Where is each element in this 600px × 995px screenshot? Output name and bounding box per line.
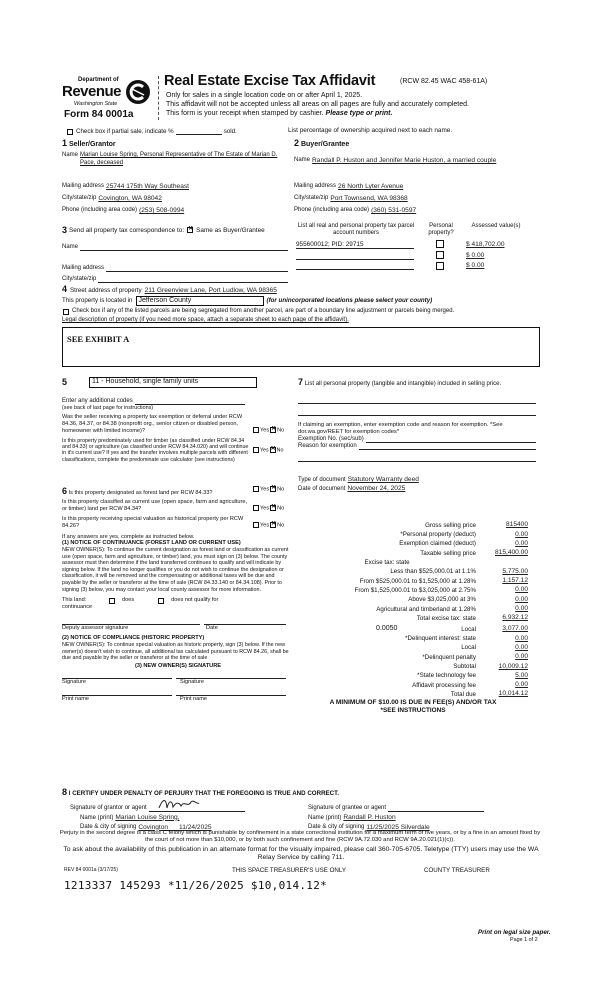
calc-row: Above $3,025,000 at 3% 0.00 xyxy=(408,595,528,604)
parcel-col-assessed: Assessed value(s) xyxy=(471,223,521,229)
county-treasurer-label: COUNTY TREASURER xyxy=(424,867,490,874)
timber-yes-checkbox[interactable] xyxy=(253,447,259,453)
legal-description-field[interactable]: SEE EXHIBIT A xyxy=(62,327,540,367)
buyer-mailing-field[interactable]: 26 North Lyter Avenue xyxy=(338,183,404,191)
grantor-signature-field[interactable] xyxy=(149,802,245,812)
gross-price-field[interactable]: 815400 xyxy=(505,521,528,529)
parcel-number-field[interactable] xyxy=(296,262,414,270)
calc-row: Less than $525,000.01 at 1.1% 5,775.00 xyxy=(390,567,528,576)
forest-yes-checkbox[interactable] xyxy=(253,486,259,492)
calc-row: From $1,525,000.01 to $3,025,000 at 2.75% 0.00 xyxy=(354,586,528,594)
current-use-no-checkbox[interactable] xyxy=(270,505,276,511)
section6-num: 6 xyxy=(62,486,68,496)
grantor-date-field[interactable]: Covington 11/24/2025 xyxy=(138,823,212,831)
section1: 1 Seller/Grantor Name Marian Louise Spring, Personal Representative of The Estate of Marian D. Pace, deceased Mailing address 25744 175th Way Southeast City/state/zip Covington, WA 98042 Phone (including area code) (253) 508-0994 xyxy=(62,138,284,215)
local-rate: 0.0050 xyxy=(376,624,398,632)
exemption-yes-checkbox[interactable] xyxy=(253,427,259,433)
calc-row: *Delinquent interest: state 0.00 xyxy=(405,634,528,643)
historic-yes-checkbox[interactable] xyxy=(253,522,259,528)
dor-emblem-icon xyxy=(124,79,152,105)
dept-line3: Washington State xyxy=(74,101,118,107)
calc-row: Affidavit processing fee 0.00 xyxy=(412,681,528,689)
seller-name-field[interactable]: Marian Louise Spring, Personal Representative of The Estate of Marian D. Pace, deceased xyxy=(80,152,278,166)
parcel-number-field[interactable] xyxy=(296,252,414,260)
calc-row: Excise tax: state xyxy=(364,559,410,567)
calc-row: *State technology fee 5.00 xyxy=(417,671,528,680)
calc-row: Total due 10,014.12 xyxy=(450,690,528,698)
header-divider xyxy=(158,76,159,120)
buyer-name-field[interactable]: Randall P. Huston and Jennifer Marie Huston, a married couple xyxy=(312,157,497,165)
header-note1: Only for sales in a single location code on or after April 1, 2025. xyxy=(166,92,363,99)
additional-codes-field[interactable] xyxy=(135,398,245,405)
calc-row: Taxable selling price 815,400.00 xyxy=(420,549,528,557)
section3: 3 Send all property tax correspondence to: ✕ Same as Buyer/Grantee Name Mailing address City/state/zip xyxy=(62,225,288,283)
grantee-signature-field[interactable] xyxy=(388,802,484,812)
personal-deduct-field[interactable]: 0.00 xyxy=(515,530,528,538)
calc-row: 0.0050 Local 3,077.00 xyxy=(376,624,528,633)
signature-scribble xyxy=(157,796,201,812)
exemption-deduct-field[interactable]: 0.00 xyxy=(515,539,528,547)
land-does-checkbox[interactable] xyxy=(109,598,115,604)
property-street-field[interactable]: 211 Greenview Lane, Port Ludlow, WA 98365 xyxy=(144,286,277,294)
buyer-city-field[interactable]: Port Townsend, WA 98368 xyxy=(330,195,408,203)
minimum-due-note: A MINIMUM OF $10.00 IS DUE IN FEE(S) AND/OR TAX xyxy=(329,699,497,707)
form-title-ref: (RCW 82.45 WAC 458-61A) xyxy=(400,78,488,85)
page-number: Page 1 of 2 xyxy=(510,937,538,943)
personal-property-checkbox[interactable] xyxy=(436,240,444,248)
see-instructions: *SEE INSTRUCTIONS xyxy=(380,707,446,715)
header-note2: This affidavit will not be accepted unless all areas on all pages are fully and accurately completed. xyxy=(166,101,469,108)
segregated-parcel-checkbox[interactable] xyxy=(63,309,69,315)
seller-mailing-field[interactable]: 25744 175th Way Southeast xyxy=(106,183,190,191)
calc-row: Agricultural and timberland at 1.28% 0.00 xyxy=(376,605,528,613)
dept-line1: Department of xyxy=(78,77,119,83)
forest-no-checkbox[interactable] xyxy=(270,486,276,492)
q-exemption: Was the seller receiving a property tax exemption or deferral under RCW 84.36, 84.37, or 84.38 (nonprofit org., senior citizen or disabled person, homeowner with limited income)? xyxy=(62,414,243,434)
parcel-col-personal: Personal property? xyxy=(428,223,454,237)
form-number: Form 84 0001a xyxy=(64,109,134,120)
parcel-row xyxy=(296,262,536,271)
assessed-value-field[interactable]: $ 0.00 xyxy=(466,262,485,270)
calc-row: Exemption claimed (deduct) 0.00 xyxy=(399,539,528,548)
grantor-name-field[interactable]: Marian Louise Spring, xyxy=(115,813,180,821)
parcel-number-field[interactable]: 955600012; PID: 29715 xyxy=(296,241,414,249)
land-does-not-checkbox[interactable] xyxy=(158,598,164,604)
header-note3: This form is your receipt when stamped by cashier. Please type or print. xyxy=(166,110,393,117)
partial-sale-checkbox[interactable] xyxy=(67,129,73,135)
perjury-notice: Perjury in the second degree is a class C felony which is punishable by confinement in a state correctional institution for a maximum term of five years, or by a fine in an amount fixed by the court of not more than $10,000, or by both such confinement and fine (RCW 9A.72.030 and RCW 9A.20.021(1)(c)). xyxy=(59,830,541,844)
correspondence-name-field[interactable] xyxy=(80,244,288,251)
section2: 2 Buyer/Grantee Name Randall P. Huston and Jennifer Marie Huston, a married couple Mailing address 26 North Lyter Avenue City/state/zip Port Townsend, WA 98368 Phone (including area code) (360) 531-0597 xyxy=(294,138,497,215)
section7: 7 List all personal property (tangible and intangible) included in selling price. If claiming an exemption, enter exemption code and reason for exemption. *See dor.wa.gov/REET for exemption codes* Exemption No. (sec/sub) Reason for exemption Type of document Statutory Warranty deed Date of document November 24, 2025 xyxy=(298,377,536,493)
exemption-no-field[interactable] xyxy=(366,436,536,443)
section1-title: Seller/Grantor xyxy=(68,141,116,148)
section1-num: 1 xyxy=(62,138,68,148)
legal-description-label: Legal description of property (if you need more space, attach a separate sheet to each page of the affidavit). xyxy=(62,317,349,324)
same-as-buyer-checkbox[interactable] xyxy=(187,227,193,233)
personal-property-field[interactable] xyxy=(298,402,536,404)
exemption-reason-field[interactable] xyxy=(359,443,536,450)
form-title: Real Estate Excise Tax Affidavit xyxy=(164,73,376,89)
exemption-no-checkbox[interactable] xyxy=(270,427,276,433)
calc-row: Total excise tax: state 6,932.12 xyxy=(416,614,528,622)
calc-row: *Personal property (deduct) 0.00 xyxy=(400,530,528,539)
grantee-date-field[interactable]: 11/25/2025 Silverdale xyxy=(366,823,430,831)
legal-paper-note: Print on legal size paper. xyxy=(478,929,551,936)
section6: 6 Is this property designated as forest land per RCW 84.33? Yes✕ No Is this property classified as current use (open space, farm and agriculture, or timber) land per RCW 84.34? Yes✕ No Is this property receiving special valuation as historical property per RCW 84.26? Yes✕ No If any answers are yes, complete as instructed below. (1) NOTICE OF CONTINUANCE (FOREST LAND OR CURRENT USE) NEW OWNER(S): To continue the current designation as forest land or classification as current use (open space, farm and agriculture, or timber) land, you must sign on (3) below. The county assessor must then determine if the land transferred continues to qualify and will indicate by signing below. If the land no longer qualifies or you do not wish to continue the designation or classification, it will be removed and the compensating or additional taxes will be due and payable by the seller or transferor at the time of sale (RCW 84.33.140 or 84.34.108). Prior to signing (3) below, you may contact your local county assessor for more information. This land: does does not qualify for continuance Deputy assessor signature Date (2) NOTICE OF COMPLIANCE (HISTORIC PROPERTY) NEW OWNER(S): To continue special valuation as historic property, sign (3) below. If the new owner(s) doesn't wish to continue, all additional tax calculated pursuant to RCW 84.26, shall be due and payable by the seller or transferor at the time of sale (3) NEW OWNER(S) SIGNATURE Signature Signature Print name Print name xyxy=(62,486,294,703)
county-select[interactable]: Jefferson County xyxy=(136,296,264,306)
alt-format-notice: To ask about the availability of this publication in an alternate format for the visually impaired, please call 360-705-6705. Teletype (TTY) users may use the WA Relay Service by calling 711. xyxy=(63,846,539,862)
buyer-phone-field[interactable]: (360) 531-0597 xyxy=(371,207,417,215)
ownership-pct-note: List percentage of ownership acquired next to each name. xyxy=(288,127,453,134)
section4: 4 Street address of property 211 Greenview Lane, Port Ludlow, WA 98365 This property is located in Jefferson County (for unincorporated locations please select your county) Check box if any of the listed parcels are being segregated from another parcel, are part of a boundary line adjustment or parcels being merged. Legal description of property (if you need more space, attach a separate sheet to each page of the affidavit). SEE EXHIBIT A xyxy=(62,284,540,367)
assessed-value-field[interactable]: $ 0.00 xyxy=(466,251,485,259)
seller-phone-field[interactable]: (253) 508-0994 xyxy=(139,207,185,215)
tax-calculation xyxy=(298,520,528,715)
correspondence-mailing-field[interactable] xyxy=(106,265,288,272)
historic-no-checkbox[interactable] xyxy=(270,522,276,528)
rev-number: REV 84 0001a (3/17/25) xyxy=(64,867,118,873)
parcel-table xyxy=(296,223,536,271)
parcel-row xyxy=(296,251,536,260)
section2-num: 2 xyxy=(294,138,300,148)
total-due-field: 10,014.12 xyxy=(498,690,528,698)
calc-row: Local 0.00 xyxy=(461,643,528,652)
partial-sale-row: Check box if partial sale, indicate % sold. xyxy=(66,128,237,135)
calc-row: Gross selling price 815400 xyxy=(425,521,528,529)
partial-sale-percent-field[interactable] xyxy=(176,128,222,135)
section5: 5 11 - Household, single family units Enter any additional codes (see back of last page for instructions) Was the seller receiving a property tax exemption or deferral under RCW 84.36, 84.37, or 84.38 (nonprofit org., senior citizen or disabled person, homeowner with limited income)? Yes✕ No Is this property predominately used for timber (as classified under RCW 84.34 and 84.33) or agriculture (as classified under RCW 84.34.020) and will continue in it's current use? If yes and the transfer involves multiple parcels with different classifications, complete the predominate use calculator (see instructions) Yes✕ No xyxy=(62,377,294,463)
grantee-name-field[interactable]: Randall P. Huston xyxy=(343,813,396,821)
document-type-field[interactable]: Statutory Warranty deed xyxy=(347,476,419,484)
personal-property-checkbox[interactable] xyxy=(436,262,444,270)
treasurer-use-label: THIS SPACE TREASURER'S USE ONLY xyxy=(232,867,346,874)
q-timber: Is this property predominately used for timber (as classified under RCW 84.34 and 84.33) or agriculture (as classified under RCW 84.34.020) and will continue in it's current use? If yes and the transfer involves multiple parcels with different classifications, complete the predominate use calculator (see instructions) xyxy=(62,437,249,463)
section2-title: Buyer/Grantee xyxy=(300,141,350,148)
calc-row: *Delinquent penalty 0.00 xyxy=(422,653,528,661)
section4-num: 4 xyxy=(62,284,68,294)
taxable-price-field: 815,400.00 xyxy=(494,549,528,557)
timber-no-checkbox[interactable] xyxy=(270,447,276,453)
calc-row: From $525,000.01 to $1,525,000 at 1.28% 1,157.12 xyxy=(359,577,528,585)
cashier-receipt-stamp: 1213337 145293 *11/26/2025 $10,014.12* xyxy=(64,879,328,892)
dept-line2: Revenue xyxy=(62,83,122,100)
current-use-yes-checkbox[interactable] xyxy=(253,505,259,511)
parcel-row xyxy=(296,240,536,249)
section3-num: 3 xyxy=(62,225,68,235)
correspondence-city-field[interactable] xyxy=(98,276,288,283)
section5-num: 5 xyxy=(62,377,68,387)
land-use-code-select[interactable]: 11 - Household, single family units xyxy=(89,377,257,387)
calc-row: Subtotal 10,009.12 xyxy=(453,662,528,671)
seller-city-field[interactable]: Covington, WA 98042 xyxy=(98,195,162,203)
section8: 8 I CERTIFY UNDER PENALTY OF PERJURY THAT THE FOREGOING IS TRUE AND CORRECT. Signature of grantor or agent Signature of grantee or agent Name (print) Marian Louise Spring, Name (print) Randall P. Huston Date & city of signing Covington 11/24/2025 Date & city of signing 11/25/2025 Silverdale xyxy=(62,787,540,832)
section7-num: 7 xyxy=(298,377,304,387)
assessed-value-field[interactable]: $ 418,702.00 xyxy=(466,240,505,248)
section8-num: 8 xyxy=(62,787,68,797)
document-date-field[interactable]: November 24, 2025 xyxy=(347,485,406,493)
parcel-col-numbers: List all real and personal property tax parcel account numbers xyxy=(297,223,415,237)
personal-property-checkbox[interactable] xyxy=(436,251,444,259)
